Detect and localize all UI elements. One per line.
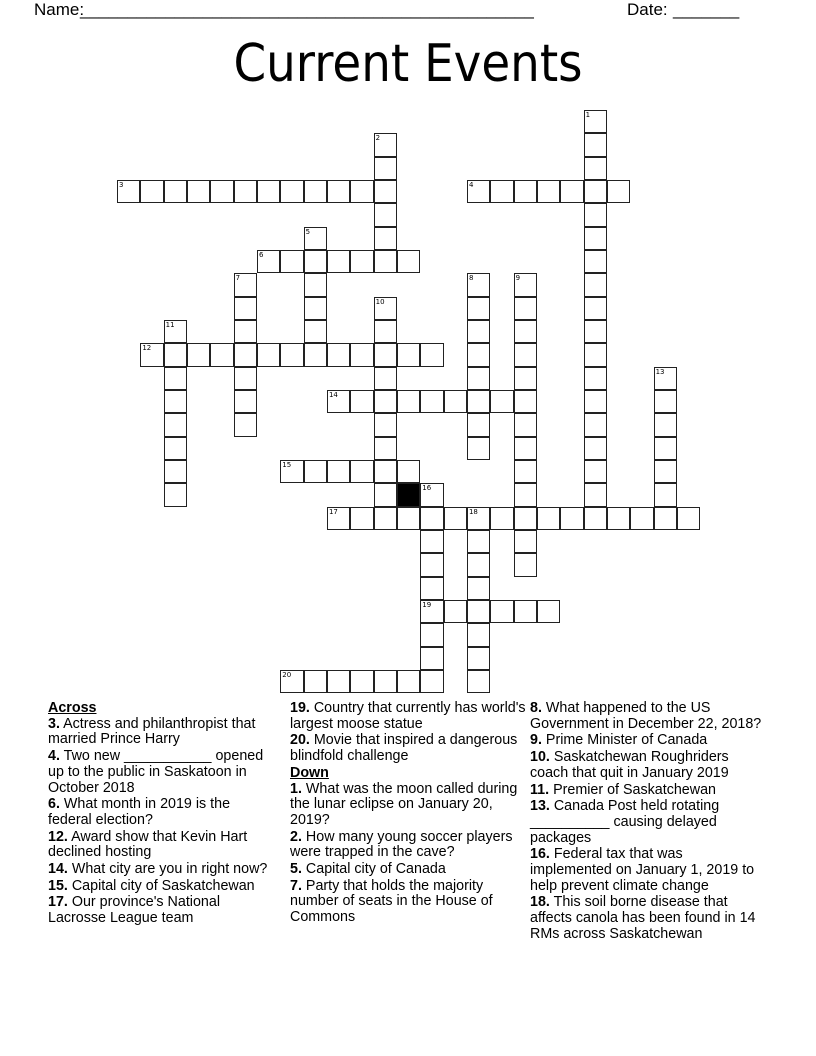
crossword-cell[interactable] — [327, 670, 350, 693]
crossword-cell[interactable] — [304, 297, 327, 320]
clue-down-16 — [530, 847, 766, 894]
crossword-cell[interactable] — [607, 507, 630, 530]
clues-column-2 — [290, 701, 526, 927]
crossword-cell[interactable] — [164, 390, 187, 413]
crossword-cell[interactable] — [350, 460, 373, 483]
clue-number: 4. — [48, 748, 60, 765]
crossword-cell[interactable] — [304, 670, 327, 693]
crossword-cell[interactable] — [374, 507, 397, 530]
clue-down-5 — [290, 862, 526, 878]
crossword-cell[interactable] — [514, 413, 537, 436]
crossword-cell[interactable] — [654, 437, 677, 460]
crossword-cell[interactable] — [467, 297, 490, 320]
clue-number: 6. — [48, 796, 60, 813]
crossword-cell[interactable] — [397, 250, 420, 273]
clue-number-label: 11 — [165, 320, 175, 329]
crossword-cell[interactable] — [514, 273, 537, 296]
clue-text: What was the moon called during the lunar eclipse on January 20, 2019? — [290, 780, 518, 828]
crossword-cell[interactable] — [187, 180, 210, 203]
crossword-cell[interactable] — [467, 367, 490, 390]
crossword-cell[interactable] — [327, 343, 350, 366]
clue-across-12 — [48, 830, 276, 861]
crossword-cell[interactable] — [140, 180, 163, 203]
clue-number-label: 4 — [468, 180, 474, 189]
clue-number: 12. — [48, 828, 68, 845]
crossword-cell[interactable] — [584, 343, 607, 366]
clue-number-label: 17 — [328, 507, 338, 516]
crossword-cell[interactable] — [164, 460, 187, 483]
crossword-cell[interactable] — [234, 273, 257, 296]
date-label: Date: — [627, 0, 668, 19]
crossword-cell[interactable] — [560, 507, 583, 530]
clue-number: 20. — [290, 732, 310, 749]
crossword-cell[interactable] — [350, 343, 373, 366]
crossword-cell[interactable] — [514, 390, 537, 413]
crossword-cell[interactable] — [420, 507, 443, 530]
clues-column-3 — [530, 701, 766, 944]
crossword-cell[interactable] — [467, 390, 490, 413]
clue-down-8 — [530, 701, 766, 732]
crossword-cell[interactable] — [374, 390, 397, 413]
crossword-cell[interactable] — [164, 437, 187, 460]
down-heading: Down — [290, 764, 329, 781]
clue-down-13 — [530, 799, 766, 846]
clue-number-label: 12 — [142, 344, 152, 353]
clue-number: 15. — [48, 877, 68, 894]
crossword-cell[interactable] — [164, 343, 187, 366]
crossword-cell[interactable] — [584, 273, 607, 296]
clue-down-11 — [530, 783, 766, 799]
crossword-cell[interactable] — [234, 390, 257, 413]
crossword-cell[interactable] — [584, 157, 607, 180]
clue-number: 1. — [290, 780, 302, 797]
crossword-cell[interactable] — [234, 413, 257, 436]
crossword-cell[interactable] — [654, 390, 677, 413]
crossword-cell[interactable] — [467, 320, 490, 343]
crossword-cell[interactable] — [350, 670, 373, 693]
clue-down-2 — [290, 830, 526, 861]
crossword-cell[interactable] — [304, 250, 327, 273]
date-field[interactable]: _______ — [673, 0, 740, 19]
clue-number-label: 13 — [655, 367, 665, 376]
crossword-cell[interactable] — [234, 367, 257, 390]
crossword-cell[interactable] — [654, 483, 677, 506]
crossword-cell[interactable] — [374, 250, 397, 273]
crossword-cell[interactable] — [374, 413, 397, 436]
clue-number: 8. — [530, 700, 542, 716]
crossword-cell[interactable] — [164, 180, 187, 203]
crossword-cell[interactable] — [280, 343, 303, 366]
crossword-cell[interactable] — [467, 600, 490, 623]
crossword-cell[interactable] — [140, 343, 163, 366]
crossword-cell[interactable] — [467, 623, 490, 646]
clue-text: Capital city of Saskatchewan — [71, 877, 255, 894]
clue-text: How many young soccer players were trapped in the cave? — [290, 828, 513, 861]
crossword-cell[interactable] — [514, 553, 537, 576]
crossword-cell[interactable] — [210, 180, 233, 203]
clue-number: 17. — [48, 894, 68, 911]
name-label: Name: — [34, 0, 85, 19]
crossword-cell[interactable] — [327, 390, 350, 413]
crossword-cell[interactable] — [514, 437, 537, 460]
across-heading: Across — [48, 700, 97, 716]
clue-down-9 — [530, 733, 766, 749]
clue-number-label: 2 — [375, 134, 381, 143]
crossword-cell[interactable] — [350, 250, 373, 273]
crossword-cell[interactable] — [374, 343, 397, 366]
crossword-cell[interactable] — [420, 530, 443, 553]
crossword-cell[interactable] — [490, 507, 513, 530]
clue-number: 14. — [48, 861, 68, 878]
crossword-cell[interactable] — [514, 343, 537, 366]
crossword-cell[interactable] — [584, 460, 607, 483]
crossword-cell[interactable] — [584, 367, 607, 390]
crossword-cell[interactable] — [327, 507, 350, 530]
crossword-cell[interactable] — [374, 460, 397, 483]
crossword-cell[interactable] — [327, 250, 350, 273]
crossword-cell[interactable] — [420, 390, 443, 413]
clue-number: 11. — [530, 781, 550, 798]
clue-text: Movie that inspired a dangerous blindfold challenge — [290, 732, 518, 765]
crossword-cell[interactable] — [654, 367, 677, 390]
clue-text: Premier of Saskatchewan — [553, 781, 716, 798]
clue-down-18 — [530, 895, 766, 942]
crossword-cell[interactable] — [374, 483, 397, 506]
crossword-cell[interactable] — [467, 647, 490, 670]
crossword-cell[interactable] — [560, 180, 583, 203]
clue-text: Party that holds the majority number of seats in the House of Commons — [290, 877, 493, 926]
crossword-cell[interactable] — [677, 507, 700, 530]
clue-number-label: 3 — [119, 180, 124, 189]
crossword-cell[interactable] — [374, 670, 397, 693]
crossword-cell[interactable] — [280, 180, 303, 203]
clue-number-label: 1 — [585, 111, 591, 119]
crossword-cell[interactable] — [514, 530, 537, 553]
crossword-cell[interactable] — [374, 437, 397, 460]
crossword-cell[interactable] — [164, 483, 187, 506]
clue-across-4 — [48, 749, 276, 796]
crossword-cell[interactable] — [467, 530, 490, 553]
crossword-cell[interactable] — [234, 180, 257, 203]
crossword-cell[interactable] — [374, 297, 397, 320]
crossword-cell[interactable] — [467, 670, 490, 693]
crossword-cell[interactable] — [420, 623, 443, 646]
crossword-cell[interactable] — [257, 343, 280, 366]
crossword-cell[interactable] — [350, 180, 373, 203]
clue-text: Prime Minister of Canada — [545, 732, 708, 749]
clue-text: Our province's National Lacrosse League team — [48, 894, 221, 927]
clue-number: 9. — [530, 732, 542, 749]
crossword-cell[interactable] — [257, 250, 280, 273]
clue-number: 19. — [290, 700, 310, 716]
clue-number-label: 15 — [282, 460, 292, 469]
clue-down-10 — [530, 750, 766, 781]
crossword-cell[interactable] — [420, 600, 443, 623]
crossword-cell[interactable] — [490, 180, 513, 203]
crossword-cell[interactable] — [514, 460, 537, 483]
crossword-cell[interactable] — [584, 203, 607, 226]
clue-number: 2. — [290, 828, 302, 845]
crossword-cell[interactable] — [374, 133, 397, 156]
crossword-cell[interactable] — [397, 670, 420, 693]
crossword-cell[interactable] — [234, 343, 257, 366]
clue-number-label: 18 — [468, 507, 478, 516]
clue-across-14 — [48, 862, 276, 878]
clue-number-label: 9 — [515, 274, 521, 283]
crossword-cell[interactable] — [467, 180, 490, 203]
crossword-cell[interactable] — [514, 507, 537, 530]
crossword-cell[interactable] — [490, 600, 513, 623]
crossword-cell[interactable] — [164, 320, 187, 343]
clue-text: Actress and philanthropist that married Prince Harry — [48, 715, 256, 748]
crossword-cell[interactable] — [234, 297, 257, 320]
clue-text: Saskatchewan Roughriders coach that quit in January 2019 — [530, 749, 729, 781]
clue-across-3 — [48, 717, 276, 748]
crossword-cell[interactable] — [327, 460, 350, 483]
clue-text: Canada Post held rotating __________ causing delayed packages — [530, 798, 720, 846]
crossword-cell[interactable] — [654, 460, 677, 483]
clue-across-20 — [290, 733, 526, 764]
crossword-cell[interactable] — [280, 670, 303, 693]
crossword-cell[interactable] — [654, 507, 677, 530]
clue-number: 3. — [48, 715, 60, 732]
crossword-cell[interactable] — [584, 483, 607, 506]
clue-text: What month in 2019 is the federal election? — [48, 796, 231, 828]
clue-text: Capital city of Canada — [305, 861, 446, 878]
crossword-cell[interactable] — [304, 180, 327, 203]
crossword-cell[interactable] — [327, 180, 350, 203]
clue-number-label: 14 — [328, 390, 338, 399]
crossword-cell[interactable] — [420, 483, 443, 506]
crossword-cell[interactable] — [467, 507, 490, 530]
clue-number-label: 10 — [375, 297, 385, 306]
crossword-cell[interactable] — [467, 577, 490, 600]
clue-number-label: 19 — [422, 600, 432, 609]
crossword-cell[interactable] — [537, 180, 560, 203]
clues-column-1 — [48, 701, 276, 928]
crossword-cell[interactable] — [584, 133, 607, 156]
clue-text: What city are you in right now? — [71, 861, 268, 878]
crossword-cell[interactable] — [304, 460, 327, 483]
crossword-cell[interactable] — [234, 320, 257, 343]
crossword-cell[interactable] — [514, 483, 537, 506]
crossword-cell[interactable] — [304, 273, 327, 296]
clue-number: 16. — [530, 846, 550, 863]
crossword-cell[interactable] — [514, 180, 537, 203]
crossword-cell[interactable] — [420, 343, 443, 366]
crossword-cell[interactable] — [397, 390, 420, 413]
crossword-cell[interactable] — [467, 273, 490, 296]
clue-number: 7. — [290, 877, 302, 894]
clue-down-1 — [290, 782, 526, 829]
crossword-cell[interactable] — [164, 413, 187, 436]
crossword-cell[interactable] — [584, 227, 607, 250]
crossword-cell[interactable] — [350, 507, 373, 530]
clue-text: What happened to the US Government in December 22, 2018? — [530, 700, 762, 732]
crossword-cell[interactable] — [374, 320, 397, 343]
clue-across-17 — [48, 895, 276, 926]
clue-number-label: 16 — [422, 484, 432, 493]
clue-number: 5. — [290, 861, 302, 878]
crossword-cell[interactable] — [257, 180, 280, 203]
crossword-cell[interactable] — [607, 180, 630, 203]
clue-number: 18. — [530, 894, 550, 911]
crossword-cell[interactable] — [584, 110, 607, 133]
crossword-cell[interactable] — [304, 320, 327, 343]
crossword-cell[interactable] — [584, 180, 607, 203]
crossword-cell[interactable] — [374, 227, 397, 250]
crossword-cell[interactable] — [350, 390, 373, 413]
name-field[interactable]: ________________________________________________ — [80, 0, 534, 19]
crossword-cell[interactable] — [374, 157, 397, 180]
crossword-cell[interactable] — [654, 413, 677, 436]
crossword-cell[interactable] — [467, 413, 490, 436]
crossword-cell[interactable] — [444, 600, 467, 623]
clue-text: Country that currently has world's largest moose statue — [290, 700, 526, 732]
crossword-cell[interactable] — [420, 577, 443, 600]
crossword-cell[interactable] — [514, 367, 537, 390]
crossword-cell[interactable] — [374, 203, 397, 226]
crossword-cell[interactable] — [164, 367, 187, 390]
crossword-cell[interactable] — [210, 343, 233, 366]
crossword-cell[interactable] — [420, 647, 443, 670]
crossword-cell[interactable] — [584, 413, 607, 436]
crossword-cell[interactable] — [304, 343, 327, 366]
clue-number-label: 20 — [282, 670, 292, 679]
clue-down-7 — [290, 879, 526, 926]
clue-across-6 — [48, 797, 276, 828]
crossword-cell[interactable] — [304, 227, 327, 250]
clue-number: 10. — [530, 749, 550, 766]
crossword-cell[interactable] — [374, 367, 397, 390]
crossword-cell[interactable] — [187, 343, 210, 366]
crossword-cell[interactable] — [490, 390, 513, 413]
crossword-cell[interactable] — [467, 343, 490, 366]
clue-across-19 — [290, 701, 526, 732]
crossword-cell[interactable] — [444, 390, 467, 413]
clue-text: This soil borne disease that affects canola has been found in 14 RMs across Saskatchewan — [530, 894, 756, 942]
clue-number-label: 7 — [235, 274, 241, 283]
crossword-cell[interactable] — [280, 460, 303, 483]
crossword-cell[interactable] — [420, 670, 443, 693]
crossword-cell[interactable] — [467, 553, 490, 576]
clue-number-label: 6 — [258, 250, 264, 259]
crossword-cell[interactable] — [467, 437, 490, 460]
crossword-cell[interactable] — [117, 180, 140, 203]
crossword-cell[interactable] — [444, 507, 467, 530]
clue-number: 13. — [530, 798, 550, 815]
crossword-cell[interactable] — [514, 320, 537, 343]
crossword-cell[interactable] — [584, 297, 607, 320]
clue-text: Two new ___________ opened up to the public in Saskatoon in October 2018 — [48, 748, 264, 796]
black-cell — [397, 483, 420, 506]
crossword-cell[interactable] — [514, 600, 537, 623]
crossword-cell[interactable] — [397, 343, 420, 366]
crossword-cell[interactable] — [537, 600, 560, 623]
crossword-cell[interactable] — [584, 437, 607, 460]
crossword-cell[interactable] — [537, 507, 560, 530]
crossword-cell[interactable] — [630, 507, 653, 530]
crossword-cell[interactable] — [280, 250, 303, 273]
crossword-cell[interactable] — [397, 460, 420, 483]
crossword-cell[interactable] — [584, 250, 607, 273]
crossword-cell[interactable] — [374, 180, 397, 203]
crossword-cell[interactable] — [514, 297, 537, 320]
crossword-cell[interactable] — [397, 507, 420, 530]
clue-text: Award show that Kevin Hart declined hosting — [48, 828, 248, 861]
crossword-cell[interactable] — [584, 390, 607, 413]
crossword-cell[interactable] — [420, 553, 443, 576]
clue-across-15 — [48, 879, 276, 895]
crossword-cell[interactable] — [584, 507, 607, 530]
page-title: Current Events — [233, 34, 583, 94]
clue-text: Federal tax that was implemented on January 1, 2019 to help prevent climate change — [530, 846, 755, 894]
clue-number-label: 8 — [468, 274, 474, 283]
clue-number-label: 5 — [305, 227, 311, 236]
crossword-cell[interactable] — [584, 320, 607, 343]
